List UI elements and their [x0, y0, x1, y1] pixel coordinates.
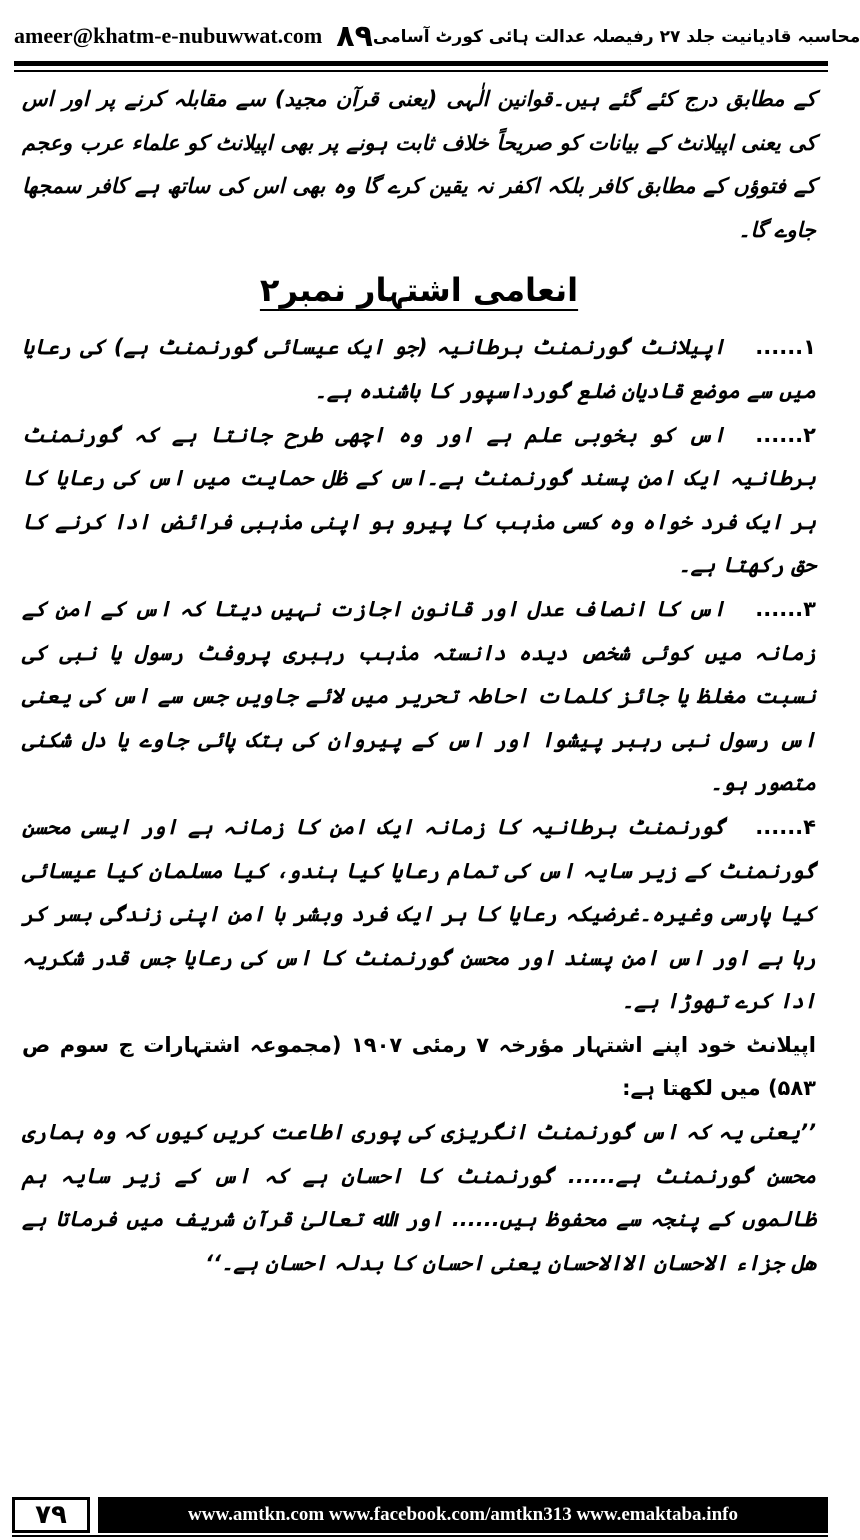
- item-number: ۳......: [755, 596, 816, 621]
- footer-page-number: ۷۹: [12, 1497, 90, 1533]
- header-book-title: محاسبہ قادیانیت جلد ۲۷ رفیصلہ عدالت ہائی کورٹ آسامی: [372, 26, 860, 47]
- intro-paragraph: کے مطابق درج کئے گئے ہیں۔قوانین الٰہی (یعنی قرآن مجید) سے مقابلہ کرنے پر اور اس کی یعنی اپیلانٹ کے بیانات کو صریحاً خلاف ثابت ہونے پر بھی اپیلانٹ کو علماء عرب وعجم کے فتوؤں کے مطابق کافر بلکہ اکفر نہ یقین کرے گا وہ بھی اس کی ساتھ ہے کافر سمجھا جاوے گا۔: [22, 87, 816, 242]
- item-text: اس کو بخوبی علم ہے اور وہ اچھی طرح جانتا ہے کہ گورنمنٹ برطانیہ ایک امن پسند گورنمنٹ ہے۔اس کے ظل حمایت میں اس کی رعایا کا ہر ایک فرد خواہ وہ کسی مذہب کا پیرو ہو اپنی مذہبی فرائض ادا کرنے کا حق رکھتا ہے۔: [22, 422, 816, 578]
- footer-rule: [12, 1535, 828, 1537]
- header-rule-thick: [14, 61, 828, 66]
- header-email[interactable]: ameer@khatm-e-nubuwwat.com: [14, 23, 323, 48]
- page-header: [14, 18, 860, 54]
- header-rule-thin: [14, 70, 828, 72]
- item-number: ۴......: [755, 814, 816, 839]
- item-text: گورنمنٹ برطانیہ کا زمانہ ایک امن کا زمانہ ہے اور ایسی محسن گورنمنٹ کے زیر سایہ اس کی تمام رعایا کیا ہندو، کیا مسلمان کیا عیسائی کیا پارسی وغیرہ۔غرضیکہ رعایا کا ہر ایک فرد وبشر با امن اپنی زندگی بسر کر رہا ہے اور اس امن پسند اور محسن گورنمنٹ کا اس کی رعایا جس قدر شکریہ ادا کرے تھوڑا ہے۔: [22, 814, 816, 1014]
- item-text: اپیلانٹ گورنمنٹ برطانیہ (جو ایک عیسائی گورنمنٹ ہے) کی رعایا میں سے موضع قادیان ضلع گورداسپور کا باشندہ ہے۔: [22, 335, 816, 403]
- footer-links[interactable]: www.amtkn.com www.facebook.com/amtkn313 www.emaktaba.info: [98, 1497, 828, 1533]
- header-page-number: ۸۹: [336, 18, 373, 54]
- section-heading: انعامی اشتہار نمبر۲: [259, 271, 579, 310]
- list-item: [22, 588, 816, 806]
- list-item: [22, 326, 816, 413]
- quote-paragraph: ’’یعنی یہ کہ اس گورنمنٹ انگریزی کی پوری اطاعت کریں کیوں کہ وہ ہماری محسن گورنمنٹ ہے...... گورنمنٹ کا احسان ہے کہ اس کے زیر سایہ ہم ظالموں کے پنجہ سے محفوظ ہیں...... اور اﷲ تعالیٰ قرآن شریف میں فرماتا ہے ھل جزاء الاحسان الاالاحسان یعنی احسان کا بدلہ احسان ہے۔‘‘: [22, 1120, 816, 1275]
- body-text: [22, 78, 816, 1285]
- page-footer: [12, 1497, 828, 1533]
- list-item: [22, 806, 816, 1024]
- citation-paragraph: اپیلانٹ خود اپنے اشتہار مؤرخہ ۷ رمئی ۱۹۰۷ (مجموعہ اشتہارات ج سوم ص ۵۸۳) میں لکھتا ہے:: [22, 1032, 816, 1101]
- item-number: ۲......: [755, 422, 816, 447]
- list-item: [22, 414, 816, 588]
- item-number: ۱......: [755, 335, 816, 360]
- item-text: اس کا انصاف عدل اور قانون اجازت نہیں دیتا کہ اس کے امن کے زمانہ میں کوئی شخص دیدہ دانستہ مذہب رہبری پروفٹ رسول یا نبی کی نسبت مغلظ یا جائز کلمات احاطہ تحریر میں لائے جاویں جس سے اس کی یعنی اس رسول نبی رہبر پیشوا اور اس کے پیروان کی ہتک پائی جاوے یا دل شکنی متصور ہو۔: [22, 596, 816, 796]
